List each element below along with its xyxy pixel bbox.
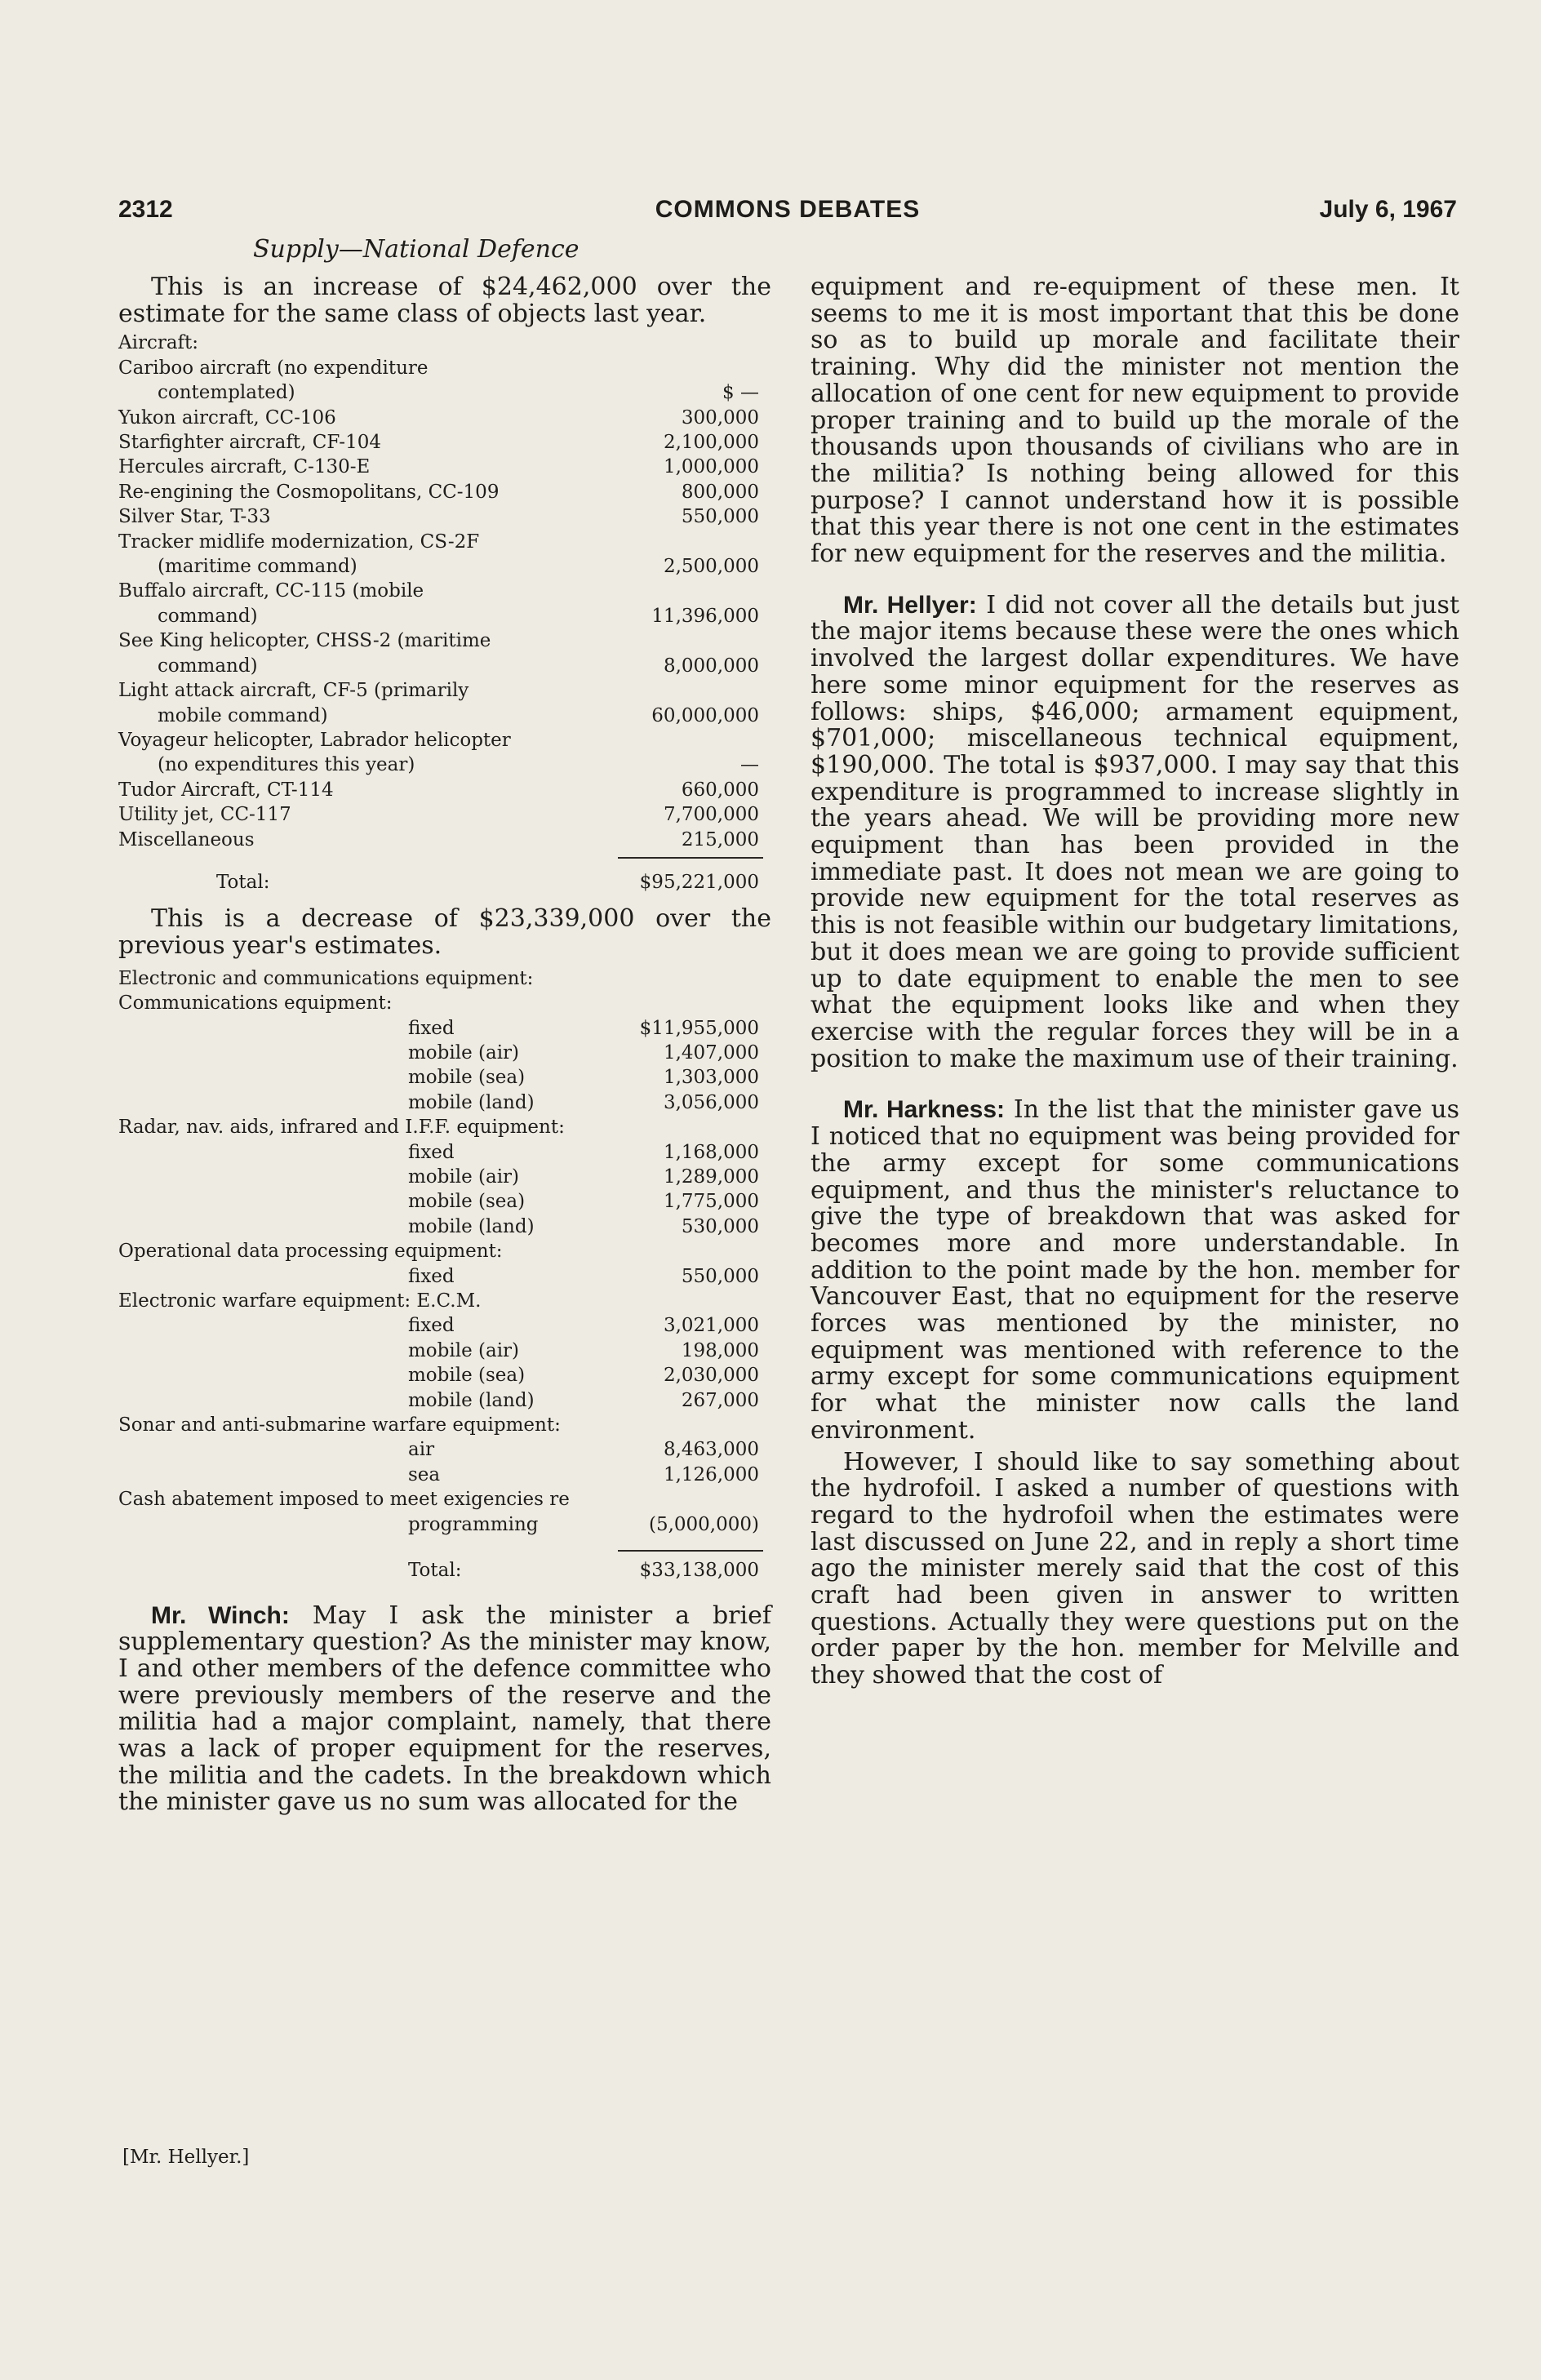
winch-paragraph xyxy=(118,1603,771,1817)
speaker-name: Mr. Hellyer: xyxy=(843,591,977,619)
item-value: 215,000 xyxy=(681,828,759,850)
item-label-line1: Light attack aircraft, CF-5 (primarily xyxy=(118,680,469,702)
item-label-line2: (maritime command) xyxy=(158,556,357,578)
item-label xyxy=(118,728,771,778)
aircraft-heading: Aircraft: xyxy=(118,332,199,354)
item-value: 1,303,000 xyxy=(663,1067,759,1089)
aircraft-row xyxy=(118,430,771,455)
item-label: mobile (air) xyxy=(408,1041,520,1063)
item-label: mobile (land) xyxy=(408,1389,535,1411)
item-label-line1: Tudor Aircraft, CT-114 xyxy=(118,779,334,801)
item-label: mobile (air) xyxy=(408,1166,520,1188)
equipment-row xyxy=(118,1313,771,1338)
item-label: mobile (land) xyxy=(408,1215,535,1237)
item-value: 800,000 xyxy=(681,481,759,503)
hellyer-paragraph xyxy=(810,590,1459,1073)
group-heading: Sonar and anti-submarine warfare equipment: xyxy=(118,1414,561,1436)
aircraft-row xyxy=(118,778,771,802)
aircraft-table xyxy=(118,331,771,895)
aircraft-row xyxy=(118,504,771,529)
speech-text: In the list that the minister gave us I noticed that no equipment was being provided for the army except for some communications equipment, and thus the minister's reluctance to give the type of breakdown that was asked for becomes more and more understandable. In addition to the point made by the hon. member for Vancouver East, that no equipment for the reserve forces was mentioned by the minister, no equipment was mentioned with reference to the army except for some communications equipment for what the minister now calls the land environment. xyxy=(810,1095,1459,1445)
item-label: fixed xyxy=(408,1265,455,1287)
item-value: 8,000,000 xyxy=(663,655,759,677)
item-value: 550,000 xyxy=(681,1265,759,1287)
item-value: 2,500,000 xyxy=(663,556,759,578)
programming-row xyxy=(118,1512,771,1537)
item-label-line1: Miscellaneous xyxy=(118,828,255,850)
item-label-line1: Re-engining the Cosmopolitans, CC-109 xyxy=(118,481,500,503)
programming-label: programming xyxy=(408,1513,539,1535)
item-label-line1: Voyageur helicopter, Labrador helicopter xyxy=(118,729,511,751)
total-label: Total: xyxy=(408,1560,462,1582)
speech-text: May I ask the minister a brief supplementary question? As the minister may know, I and other members of the defence committee who were previously members of the reserve and the militia had a major complaint, namely, that there was a lack of proper equipment for the reserves, the militia and the cadets. In the breakdown which the minister gave us no sum was allocated for the xyxy=(118,1601,771,1817)
left-column xyxy=(118,274,771,1816)
equipment-row xyxy=(118,1264,771,1289)
equipment-row xyxy=(118,1016,771,1041)
section-subhead: Supply—National Defence xyxy=(253,235,580,264)
item-value: 1,289,000 xyxy=(663,1166,759,1188)
item-value: 1,168,000 xyxy=(663,1141,759,1163)
electronic-heading: Electronic and communications equipment: xyxy=(118,967,534,989)
electronic-total-row xyxy=(118,1558,771,1583)
item-value: 550,000 xyxy=(681,506,759,528)
item-value: $ — xyxy=(722,382,759,404)
item-value: 2,100,000 xyxy=(663,432,759,454)
item-value: $11,955,000 xyxy=(639,1017,759,1039)
item-value: 198,000 xyxy=(681,1339,759,1361)
item-label-line2: command) xyxy=(158,605,258,627)
speech-text: I did not cover all the details but just the major items because these were the ones which involved the largest dollar expenditures. We have here some minor equipment for the reserves as follows: ships, $46,000; armament equipment, $701,000; miscellaneous technical equipment, $190,000. The total is $937,000. I may say that this expenditure is programmed to increase slightly in the years ahead. We will be providing more new equipment than has been provided in the immediate past. It does not mean we are going to provide new equipment for the total reserves as this is not feasible within our budgetary limitations, but it does mean we are going to provide sufficient up to date equipment to enable the men to see what the equipment looks like and when they exercise with the regular forces they will be in a position to make the maximum use of their training. xyxy=(810,590,1459,1073)
item-label xyxy=(118,480,771,504)
item-value: 1,775,000 xyxy=(663,1191,759,1213)
item-label: mobile (sea) xyxy=(408,1191,526,1213)
item-label-line2: contemplated) xyxy=(158,382,295,404)
total-rule xyxy=(618,1550,763,1552)
aircraft-row xyxy=(118,728,771,778)
item-value: 3,021,000 xyxy=(663,1315,759,1337)
group-heading: Operational data processing equipment: xyxy=(118,1241,503,1263)
item-label-line1: Tracker midlife modernization, CS-2F xyxy=(118,531,480,553)
harkness-paragraph xyxy=(810,1097,1459,1444)
item-label-line1: Cariboo aircraft (no expenditure xyxy=(118,357,429,379)
item-label: air xyxy=(408,1439,435,1461)
page-header xyxy=(118,196,1457,229)
equipment-row xyxy=(118,1388,771,1413)
item-label-line2: (no expenditures this year) xyxy=(158,754,415,776)
aircraft-row xyxy=(118,628,771,678)
equipment-row xyxy=(118,1463,771,1487)
group-heading: Radar, nav. aids, infrared and I.F.F. equipment: xyxy=(118,1117,565,1139)
continued-paragraph: equipment and re-equipment of these men. It seems to me it is most important that this be done so as to build up morale and facilitate their training. Why did the minister not mention the allocation of one cent for new equipment to provide proper training and to build up the morale of the thousands upon thousands of civilians who are in the militia? Is nothing being allowed for this purpose? I cannot understand how it is possible that this year there is not one cent in the estimates for new equipment for the reserves and the militia. xyxy=(810,273,1459,569)
item-label-line1: Buffalo aircraft, CC-115 (mobile xyxy=(118,580,424,602)
item-value: 300,000 xyxy=(681,406,759,428)
item-label-line1: Starfighter aircraft, CF-104 xyxy=(118,432,381,454)
decrease-paragraph: This is a decrease of $23,339,000 over the previous year's estimates. xyxy=(118,904,771,961)
item-label xyxy=(118,406,771,430)
item-label: mobile (sea) xyxy=(408,1365,526,1387)
total-value: $95,221,000 xyxy=(639,871,759,893)
item-label: fixed xyxy=(408,1141,455,1163)
item-value: 660,000 xyxy=(681,779,759,801)
cash-value: (5,000,000) xyxy=(648,1513,759,1535)
aircraft-total-row xyxy=(118,870,771,895)
aircraft-row xyxy=(118,455,771,479)
issue-date: July 6, 1967 xyxy=(1319,196,1457,223)
item-value: — xyxy=(740,754,759,776)
speaker-name: Mr. Winch: xyxy=(151,1601,290,1629)
group-heading: Electronic warfare equipment: E.C.M. xyxy=(118,1290,482,1312)
footer-attribution: [Mr. Hellyer.] xyxy=(122,2147,250,2168)
item-label-line2: command) xyxy=(158,655,258,677)
item-label-line1: Silver Star, T-33 xyxy=(118,506,271,528)
aircraft-row xyxy=(118,480,771,504)
item-label-line1: See King helicopter, CHSS-2 (maritime xyxy=(118,630,491,652)
equipment-row xyxy=(118,1189,771,1214)
item-label: mobile (air) xyxy=(408,1339,520,1361)
item-value: 60,000,000 xyxy=(651,704,759,726)
item-label: mobile (land) xyxy=(408,1091,535,1113)
group-heading: Communications equipment: xyxy=(118,992,393,1015)
aircraft-row xyxy=(118,828,771,852)
page-number: 2312 xyxy=(118,196,173,223)
total-label: Total: xyxy=(216,871,270,893)
item-label: fixed xyxy=(408,1017,455,1039)
item-value: 11,396,000 xyxy=(651,605,759,627)
right-column xyxy=(810,274,1459,1690)
equipment-row xyxy=(118,1214,771,1239)
item-label xyxy=(118,828,771,852)
item-label xyxy=(118,504,771,529)
item-label: fixed xyxy=(408,1315,455,1337)
item-value: 1,000,000 xyxy=(663,456,759,478)
item-value: 1,126,000 xyxy=(663,1463,759,1485)
item-value: 1,407,000 xyxy=(663,1041,759,1063)
item-label-line1: Yukon aircraft, CC-106 xyxy=(118,406,336,428)
aircraft-row xyxy=(118,406,771,430)
aircraft-row xyxy=(118,802,771,827)
equipment-row xyxy=(118,1041,771,1065)
aircraft-row xyxy=(118,678,771,728)
item-label-line2: mobile command) xyxy=(158,704,328,726)
equipment-row xyxy=(118,1437,771,1462)
item-label-line1: Hercules aircraft, C-130-E xyxy=(118,456,371,478)
total-rule xyxy=(618,857,763,859)
item-value: 267,000 xyxy=(681,1389,759,1411)
item-value: 530,000 xyxy=(681,1215,759,1237)
item-label: sea xyxy=(408,1463,441,1485)
cash-label: Cash abatement imposed to meet exigencies re xyxy=(118,1489,570,1511)
intro-paragraph: This is an increase of $24,462,000 over the estimate for the same class of objects last year. xyxy=(118,273,771,328)
aircraft-row xyxy=(118,356,771,406)
item-label-line1: Utility jet, CC-117 xyxy=(118,804,291,826)
equipment-row xyxy=(118,1065,771,1090)
item-value: 8,463,000 xyxy=(663,1439,759,1461)
equipment-row xyxy=(118,1165,771,1189)
equipment-row xyxy=(118,1090,771,1115)
however-paragraph: However, I should like to say something about the hydrofoil. I asked a number of questions with regard to the hydrofoil when the estimates were last discussed on June 22, and in reply a short time ago the minister merely said that the cost of this craft had been given in answer to written questions. Actually they were questions put on the order paper by the hon. member for Melville and they showed that the cost of xyxy=(810,1447,1459,1690)
total-value: $33,138,000 xyxy=(639,1560,759,1582)
item-label: mobile (sea) xyxy=(408,1067,526,1089)
item-value: 3,056,000 xyxy=(663,1091,759,1113)
item-value: 7,700,000 xyxy=(663,804,759,826)
aircraft-row xyxy=(118,579,771,628)
equipment-row xyxy=(118,1363,771,1388)
publication-title: COMMONS DEBATES xyxy=(655,196,921,223)
aircraft-row xyxy=(118,530,771,579)
item-label xyxy=(118,356,771,406)
cash-abatement-row xyxy=(118,1487,771,1512)
item-value: 2,030,000 xyxy=(663,1365,759,1387)
electronic-table xyxy=(118,966,771,1583)
item-label xyxy=(118,778,771,802)
speaker-name: Mr. Harkness: xyxy=(843,1096,1006,1124)
equipment-row xyxy=(118,1140,771,1165)
equipment-row xyxy=(118,1339,771,1363)
